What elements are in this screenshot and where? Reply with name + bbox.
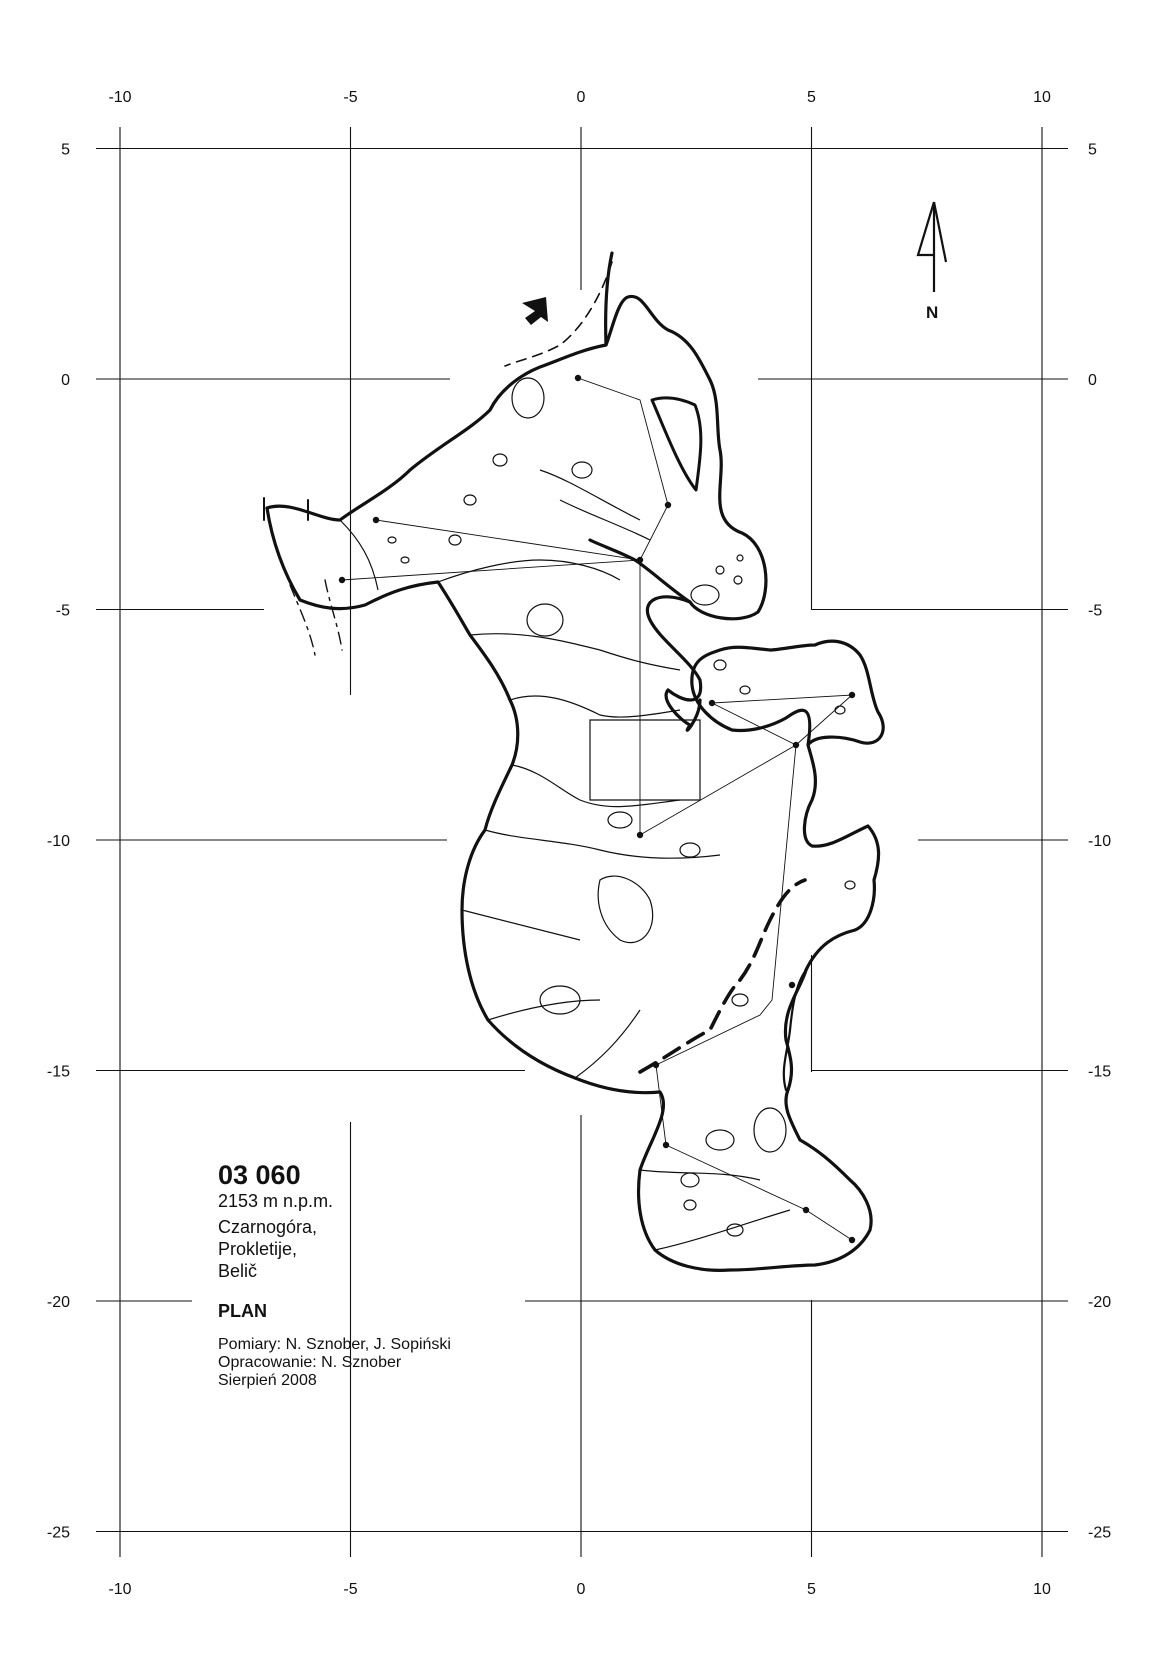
x-tick-label: 10 — [1033, 89, 1051, 106]
entrance-arrow-icon — [522, 297, 548, 325]
y-tick-label: -10 — [1088, 833, 1112, 850]
north-arrow-icon — [918, 202, 946, 292]
credits — [218, 1336, 638, 1390]
y-tick-label: -10 — [46, 833, 70, 850]
survey-line — [342, 378, 852, 1240]
credit-survey: Pomiary: N. Sznober, J. Sopiński — [218, 1336, 451, 1353]
x-tick-label: 10 — [1033, 1581, 1051, 1598]
credit-drawing: Opracowanie: N. Sznober — [218, 1354, 402, 1371]
y-tick-label: 5 — [1088, 141, 1097, 159]
view-label: PLAN — [218, 1301, 267, 1321]
north-label: N — [926, 303, 939, 322]
y-tick-label: 0 — [61, 372, 70, 389]
y-tick-label: 0 — [1088, 372, 1097, 389]
y-tick-label: -5 — [55, 602, 70, 620]
y-tick-label: -25 — [1088, 1524, 1112, 1542]
x-tick-label: -5 — [343, 1581, 358, 1598]
credit-date: Sierpień 2008 — [218, 1372, 317, 1389]
y-tick-label: 5 — [61, 141, 70, 159]
map-legend — [218, 1160, 638, 1390]
y-tick-label: -20 — [46, 1294, 70, 1311]
cave-id: 03 060 — [218, 1160, 301, 1190]
cave-internal-features — [340, 378, 855, 1250]
y-tick-label: -20 — [1088, 1294, 1112, 1311]
cave-outline — [264, 253, 883, 1270]
survey-stations — [339, 375, 855, 1243]
altitude: 2153 m n.p.m. — [218, 1191, 334, 1211]
location-line-3: Belič — [218, 1261, 258, 1281]
y-tick-label: -15 — [1088, 1063, 1112, 1081]
x-tick-label: 5 — [807, 89, 816, 106]
y-tick-label: -15 — [46, 1063, 70, 1081]
location-line-2: Prokletije, — [218, 1239, 298, 1259]
x-tick-label: 5 — [807, 1581, 816, 1598]
location-line-1: Czarnogóra, — [218, 1217, 318, 1237]
x-tick-label: 0 — [576, 89, 586, 106]
x-tick-label: -10 — [108, 1581, 132, 1598]
y-tick-label: -25 — [46, 1524, 70, 1542]
x-tick-label: 0 — [576, 1581, 586, 1598]
x-tick-label: -10 — [108, 89, 132, 106]
y-tick-label: -5 — [1088, 602, 1103, 620]
x-tick-label: -5 — [343, 89, 358, 106]
